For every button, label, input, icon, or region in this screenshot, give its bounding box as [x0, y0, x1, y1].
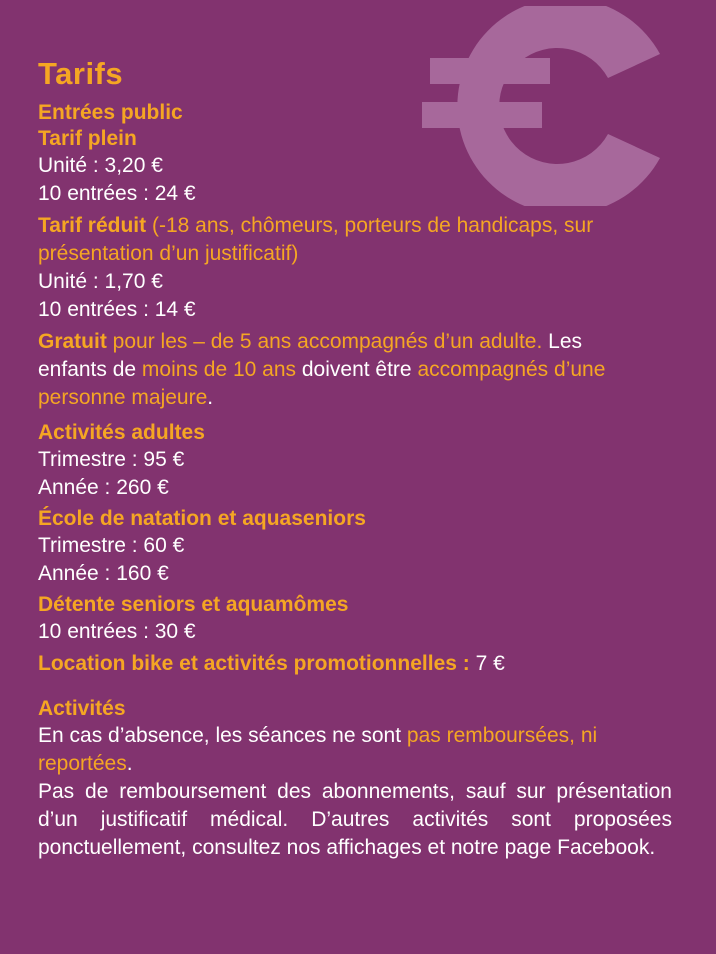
tarif-reduit-label: Tarif réduit — [38, 214, 147, 237]
tarifs-panel — [38, 56, 672, 862]
activites-p1-b: pas remboursées, ni reportées — [38, 724, 598, 775]
gratuit-text6: . — [207, 386, 214, 409]
detente-10-entrees: 10 entrées : 30 € — [38, 620, 196, 643]
ecole-natation-annee: Année : 160 € — [38, 562, 169, 585]
tarif-plein-heading: Tarif plein — [38, 127, 137, 150]
tarif-reduit-10-entrees: 10 entrées : 14 € — [38, 298, 196, 321]
gratuit-label: Gratuit — [38, 330, 107, 353]
activites-p1-c: . — [126, 752, 133, 775]
gratuit-paragraph — [38, 328, 628, 412]
tarif-plein-unite: Unité : 3,20 € — [38, 154, 163, 177]
gratuit-text3: moins de 10 ans — [141, 358, 297, 381]
entrees-public-heading: Entrées public — [38, 101, 183, 124]
activites-adultes-heading: Activités adultes — [38, 421, 205, 444]
page-title: Tarifs — [38, 56, 124, 91]
activites-adultes-trimestre: Trimestre : 95 € — [38, 448, 185, 471]
activites-heading: Activités — [38, 697, 126, 720]
location-price: 7 € — [469, 652, 505, 675]
gratuit-text1: pour les – de 5 ans accompagnés d’un adulte. — [106, 330, 543, 353]
location-heading: Location bike et activités promotionnelles : — [38, 652, 470, 675]
gratuit-text5: accompagnés d’une personne majeure — [38, 358, 606, 409]
activites-paragraph-2: Pas de remboursement des abonnements, sauf sur présentation d’un justificatif médical. D’autres activités sont proposées ponctuellement, consultez nos affichages et notre page Facebook. — [38, 780, 672, 859]
activites-adultes-annee: Année : 260 € — [38, 476, 169, 499]
ecole-natation-heading: École de natation et aquaseniors — [38, 507, 366, 530]
location-line — [38, 650, 672, 678]
tarif-plein-10-entrees: 10 entrées : 24 € — [38, 182, 196, 205]
detente-heading: Détente seniors et aquamômes — [38, 593, 349, 616]
gratuit-text4: doivent être — [296, 358, 418, 381]
gratuit-text2: Les enfants de — [38, 330, 583, 381]
activites-p1-a: En cas d’absence, les séances ne sont — [38, 724, 407, 747]
activites-paragraph-1 — [38, 722, 672, 778]
tarif-reduit-note: (-18 ans, chômeurs, porteurs de handicaps, sur présentation d’un justificatif) — [38, 214, 594, 265]
tarif-reduit-heading — [38, 212, 672, 268]
tarif-reduit-unite: Unité : 1,70 € — [38, 270, 163, 293]
ecole-natation-trimestre: Trimestre : 60 € — [38, 534, 185, 557]
